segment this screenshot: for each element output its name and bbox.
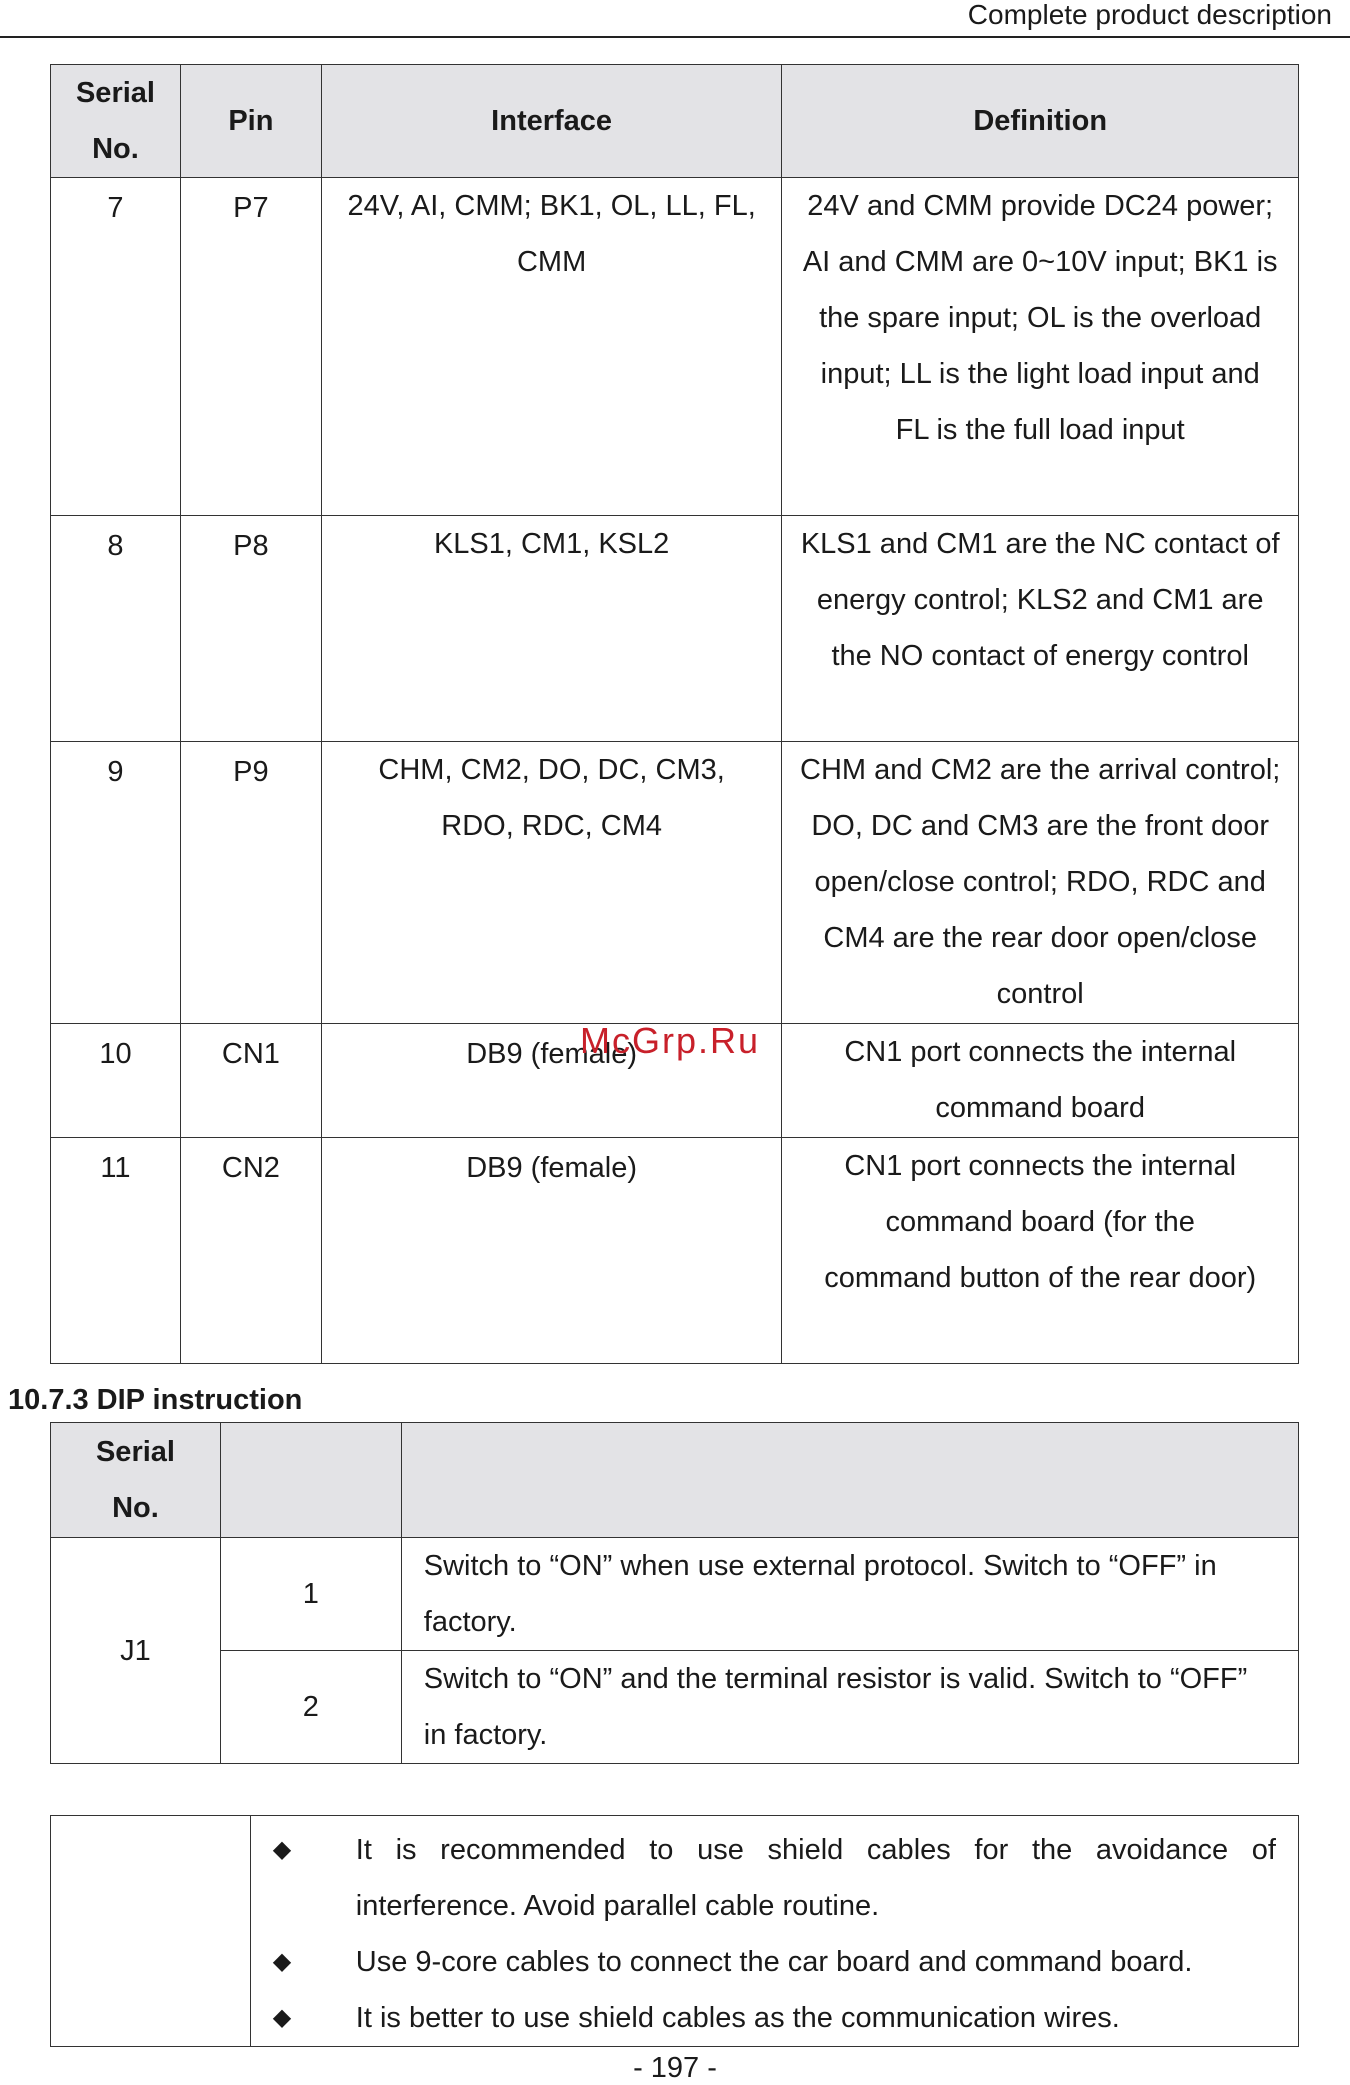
row-pin: CN2 (180, 1138, 321, 1364)
row-serial: 9 (51, 742, 181, 1024)
row-pin: P8 (180, 516, 321, 742)
section-heading: 10.7.3 DIP instruction (8, 1384, 303, 1416)
dip-description: Switch to “ON” and the terminal resistor is valid. Switch to “OFF” in factory. (401, 1651, 1298, 1764)
row-interface: KLS1, CM1, KSL2 (321, 516, 782, 742)
row-pin: P9 (180, 742, 321, 1024)
table-row (51, 516, 1299, 742)
diamond-bullet-icon: ◆ (272, 1948, 292, 1975)
dip-description: Switch to “ON” when use external protocol. Switch to “OFF” in factory. (401, 1538, 1298, 1651)
row-definition: CN1 port connects the internal command board (for the command button of the rear door) (782, 1138, 1299, 1364)
table-row (51, 1651, 1299, 1764)
dip-number: 2 (220, 1651, 401, 1764)
table-row (51, 178, 1299, 516)
notes-table (50, 1815, 1299, 2047)
row-serial: 11 (51, 1138, 181, 1364)
row-definition: CHM and CM2 are the arrival control; DO, DC and CM3 are the front door open/close control; RDO, RDC and CM4 are the rear door open/close control (782, 742, 1299, 1024)
diamond-bullet-icon: ◆ (272, 1836, 292, 1863)
table-row (51, 742, 1299, 1024)
row-serial: 8 (51, 516, 181, 742)
note-text: It is recommended to use shield cables for the avoidance of interference. Avoid parallel cable routine. (355, 1834, 1276, 1922)
dip-number: 1 (220, 1538, 401, 1651)
row-definition: CN1 port connects the internal command board (782, 1024, 1299, 1138)
table-row (51, 1138, 1299, 1364)
row-pin: P7 (180, 178, 321, 516)
header-interface: Interface (321, 65, 782, 178)
dip-table (50, 1422, 1299, 1764)
header-serial: Serial No. (51, 65, 181, 178)
notes-row (51, 1816, 1299, 2047)
list-item (251, 1822, 1276, 1934)
list-item (251, 1934, 1276, 1990)
page-number: - 197 - (633, 2052, 717, 2084)
row-interface: DB9 (female) (321, 1138, 782, 1364)
row-interface: CHM, CM2, DO, DC, CM3, RDO, RDC, CM4 (321, 742, 782, 1024)
watermark: McGrp.Ru (580, 1020, 761, 1061)
header-definition: Definition (782, 65, 1299, 178)
header-title: Complete product description (967, 0, 1332, 30)
row-interface: 24V, AI, CMM; BK1, OL, LL, FL, CMM (321, 178, 782, 516)
header-description (401, 1423, 1298, 1538)
dip-group: J1 (51, 1538, 221, 1764)
table-header-row (51, 65, 1299, 178)
header-pin: Pin (180, 65, 321, 178)
notes-icon-cell (51, 1816, 251, 2047)
pin-interface-table (50, 64, 1299, 1364)
header-serial: Serial No. (51, 1423, 221, 1538)
page-header (0, 0, 1350, 38)
row-serial: 10 (51, 1024, 181, 1138)
table-row (51, 1538, 1299, 1651)
row-serial: 7 (51, 178, 181, 516)
notes-list (251, 1816, 1298, 2046)
note-text: It is better to use shield cables as the communication wires. (355, 2002, 1120, 2034)
row-pin: CN1 (180, 1024, 321, 1138)
list-item (251, 1990, 1276, 2046)
note-text: Use 9-core cables to connect the car board and command board. (355, 1946, 1193, 1978)
header-switch (220, 1423, 401, 1538)
row-definition: KLS1 and CM1 are the NC contact of energy control; KLS2 and CM1 are the NO contact of energy control (782, 516, 1299, 742)
diamond-bullet-icon: ◆ (272, 2004, 292, 2031)
row-interface: DB9 (female) (321, 1024, 782, 1138)
table-header-row (51, 1423, 1299, 1538)
notes-content-cell (250, 1816, 1298, 2047)
row-definition: 24V and CMM provide DC24 power; AI and CMM are 0~10V input; BK1 is the spare input; OL is the overload input; LL is the light load input and FL is the full load input (782, 178, 1299, 516)
